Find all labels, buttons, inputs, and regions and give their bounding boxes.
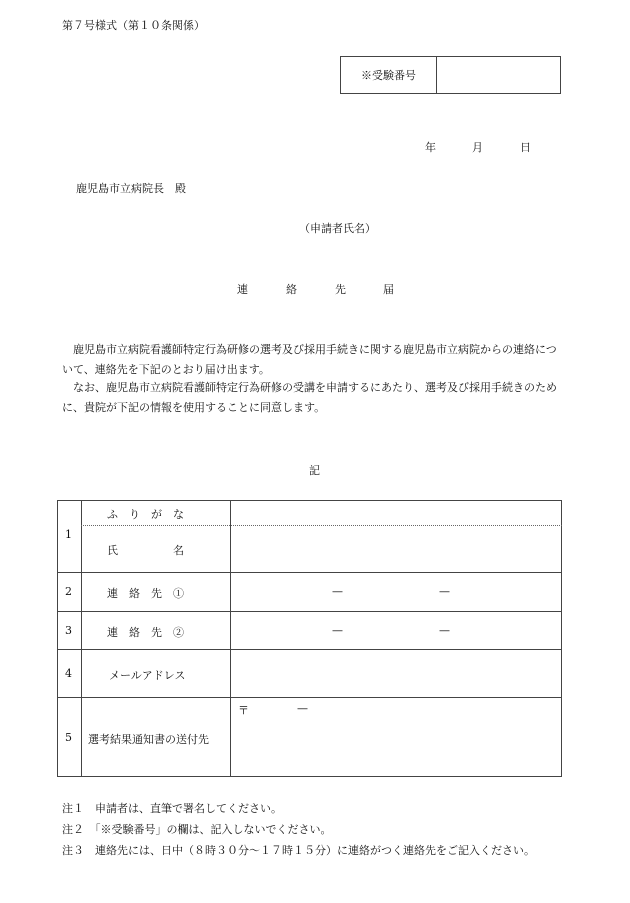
mailing-address-field[interactable] bbox=[232, 699, 560, 775]
furigana-label: ふ り が な bbox=[107, 508, 184, 521]
row-number: 2 bbox=[65, 585, 72, 598]
email-label: メールアドレス bbox=[109, 669, 186, 682]
contact1-label: 連 絡 先 ① bbox=[107, 587, 184, 600]
phone-dash: — bbox=[439, 624, 450, 637]
contact2-field[interactable] bbox=[232, 613, 560, 648]
title-char: 絡 bbox=[286, 283, 297, 296]
phone-dash: — bbox=[332, 624, 343, 637]
form-number: 第７号様式（第１０条関係） bbox=[62, 19, 205, 32]
row-number: 1 bbox=[65, 528, 72, 541]
phone-dash: — bbox=[332, 585, 343, 598]
row-number: 5 bbox=[65, 731, 72, 744]
contact2-label: 連 絡 先 ② bbox=[107, 626, 184, 639]
mailing-address-label: 選考結果通知書の送付先 bbox=[88, 733, 209, 746]
row-number: 3 bbox=[65, 624, 72, 637]
title-char: 先 bbox=[335, 283, 346, 296]
contact-info-table bbox=[57, 500, 562, 777]
exam-number-field[interactable] bbox=[437, 57, 560, 93]
body-paragraph: 鹿児島市立病院看護師特定行為研修の選考及び採用手続きに関する鹿児島市立病院からの連絡について、連絡先を下記のとおり届け出ます。 bbox=[62, 343, 557, 376]
row-number: 4 bbox=[65, 667, 72, 680]
title-char: 届 bbox=[383, 283, 394, 296]
title-char: 連 bbox=[237, 283, 248, 296]
name-label: 氏 名 bbox=[107, 544, 184, 557]
date-month-label: 月 bbox=[472, 141, 483, 154]
postal-mark-icon: 〒 bbox=[238, 704, 249, 717]
exam-number-box bbox=[340, 56, 561, 94]
contact1-field[interactable] bbox=[232, 574, 560, 610]
body-paragraph: なお、鹿児島市立病院看護師特定行為研修の受講を申請するにあたり、選考及び採用手続きのために、貴院が下記の情報を使用することに同意します。 bbox=[62, 381, 557, 414]
note-item: 注３ 連絡先には、日中（８時３０分～１７時１５分）に連絡がつく連絡先をご記入ください。 bbox=[62, 844, 535, 857]
note-item: 注１ 申請者は、直筆で署名してください。 bbox=[62, 802, 282, 815]
ki-heading: 記 bbox=[309, 464, 320, 477]
email-field[interactable] bbox=[232, 651, 560, 696]
applicant-name-label: （申請者氏名） bbox=[299, 222, 376, 235]
postal-dash: — bbox=[297, 702, 308, 715]
exam-number-label: ※受験番号 bbox=[341, 57, 437, 93]
addressee: 鹿児島市立病院長 殿 bbox=[76, 182, 186, 195]
date-year-label: 年 bbox=[425, 141, 436, 154]
note-item: 注２ 「※受験番号」の欄は、記入しないでください。 bbox=[62, 823, 332, 836]
name-field[interactable] bbox=[232, 527, 560, 571]
furigana-field[interactable] bbox=[232, 502, 560, 524]
phone-dash: — bbox=[439, 585, 450, 598]
date-day-label: 日 bbox=[520, 141, 531, 154]
